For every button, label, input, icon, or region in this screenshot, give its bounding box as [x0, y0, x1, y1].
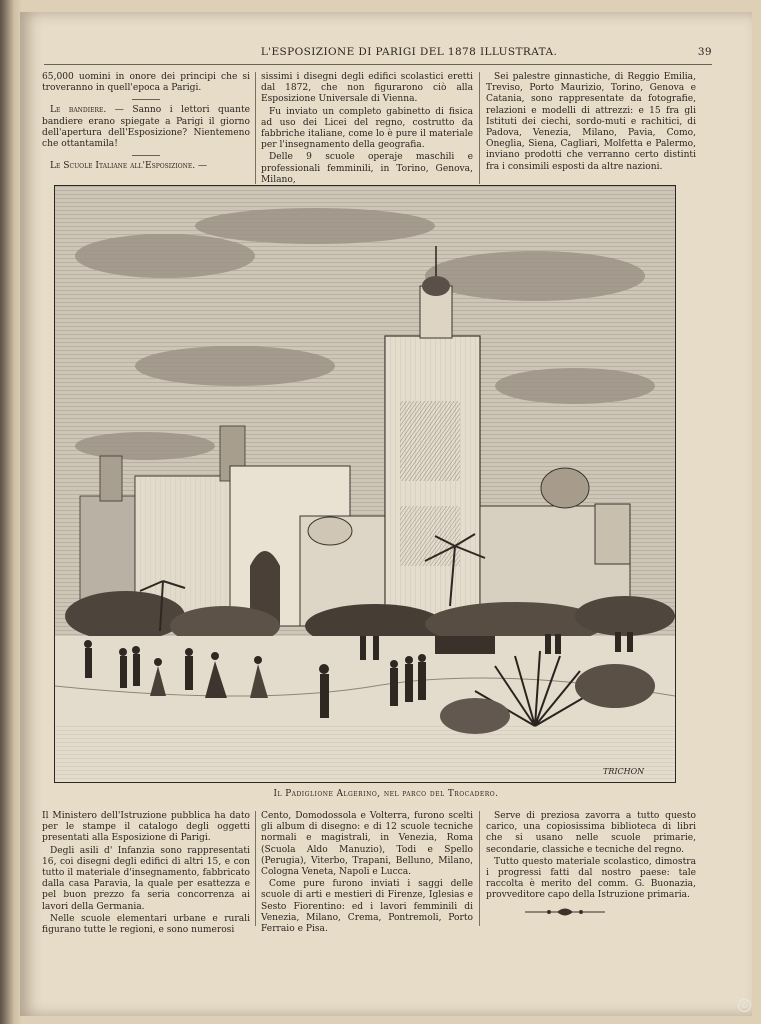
bottom-column-1	[42, 811, 250, 937]
paragraph	[42, 105, 250, 150]
illustration-frame	[54, 185, 676, 783]
top-column-3	[486, 72, 696, 174]
illustration-caption: Il Padiglione Algerino, nel parco del Trocadero.	[273, 789, 499, 799]
paragraph: Degli asili d' Infanzia sono rappresentati 16, coi disegni degli edifici di altri 15, e con tutto il materiale d'insegnamento, fabbricato dalla casa Paravia, la quale per esattezza e pel buon prezzo fa seria concorrenza ai lavori della Germania.	[42, 845, 250, 912]
magazine-page	[20, 12, 752, 1016]
page-number: 39	[697, 46, 712, 58]
engraver-signature: TRICHON	[603, 767, 645, 776]
paragraph: sissimi i disegni degli edifici scolastici eretti dal 1872, che non figurarono ciò alla Esposizione Universale di Vienna.	[261, 72, 473, 105]
bottom-column-3	[486, 811, 696, 903]
paragraph: Serve di preziosa zavorra a tutto questo carico, una copiosissima biblioteca di libri che si usano nelle scuole primarie, secondarie, classiche e tecniche del regno.	[486, 811, 696, 855]
paragraph: 65,000 uomini in onore dei principi che si troveranno in quell'epoca a Parigi.	[42, 72, 250, 94]
divider	[132, 99, 160, 100]
bottom-column-2	[261, 811, 473, 936]
paragraph: Cento, Domodossola e Volterra, furono scelti gli album di disegno: e di 12 scuole tecniche normali e magistrali, in Venezia, Roma (Scuola Aldo Manuzio), Todi e Spello (Perugia), Viterbo, Trapani, Belluno, Milano, Cologna Veneta, Napoli e Lucca.	[261, 811, 473, 878]
paragraph	[42, 161, 250, 172]
section-heading: Le Scuole Italiane all'Esposizione.	[50, 161, 196, 172]
column-separator	[479, 811, 480, 926]
top-column-2	[261, 72, 473, 187]
column-separator	[255, 72, 256, 184]
paragraph: Sei palestre ginnastiche, di Reggio Emilia, Treviso, Porto Maurizio, Torino, Genova e Catania, sono rappresentate da fotografie, relazioni e modelli di attrezzi: e 15 fra gli Istituti dei ciechi, sordo-muti e rachitici, di Padova, Venezia, Milano, Pavia, Como, Oneglia, Siena, Cagliari, Molfetta e Palermo, inviano prodotti che verranno certo distinti fra i consimili esposti da altre nazioni.	[486, 72, 696, 172]
divider	[132, 155, 160, 156]
copyright-icon: ©	[738, 999, 751, 1012]
column-separator	[479, 72, 480, 184]
section-lead: Le bandiere.	[50, 105, 107, 116]
top-column-1	[42, 72, 250, 173]
paragraph-text: —	[195, 161, 208, 172]
paragraph: Tutto questo materiale scolastico, dimostra i progressi fatti dal nostro paese: tale raccolta è merito del comm. G. Buonazia, provveditore capo della Istruzione primaria.	[486, 856, 696, 901]
header-rule	[44, 64, 712, 65]
paragraph: Il Ministero dell'Istruzione pubblica ha dato per le stampe il catalogo degli oggetti presentati alla Esposizione di Parigi.	[42, 811, 250, 844]
header-title: L'ESPOSIZIONE DI PARIGI DEL 1878 ILLUSTRATA.	[260, 46, 558, 58]
paragraph: Come pure furono inviati i saggi delle scuole di arti e mestieri di Firenze, Iglesias e Sesto Fiorentino: ed i lavori femminili di Venezia, Milano, Crema, Pontremoli, Porto Ferraio e Pisa.	[261, 879, 473, 935]
paragraph: Nelle scuole elementari urbane e rurali figurano tutte le regioni, e sono numerosi	[42, 913, 250, 936]
paragraph: Fu inviato un completo gabinetto di fisica ad uso dei Licei del regno, costrutto da fabbriche italiane, come lo è pure il materiale per l'insegnamento della geografia.	[261, 106, 473, 151]
column-separator	[255, 811, 256, 926]
paragraph: Delle 9 scuole operaje maschili e professionali femminili, in Torino, Genova, Milano,	[261, 152, 473, 185]
algerian-pavilion-engraving	[55, 186, 675, 782]
decorative-ornament	[525, 905, 605, 919]
paragraph-text: — Sanno i lettori quante bandiere erano spiegate a Parigi il giorno dell'apertura dell'Esposizione? Nientemeno che ottantamila!	[42, 105, 250, 150]
